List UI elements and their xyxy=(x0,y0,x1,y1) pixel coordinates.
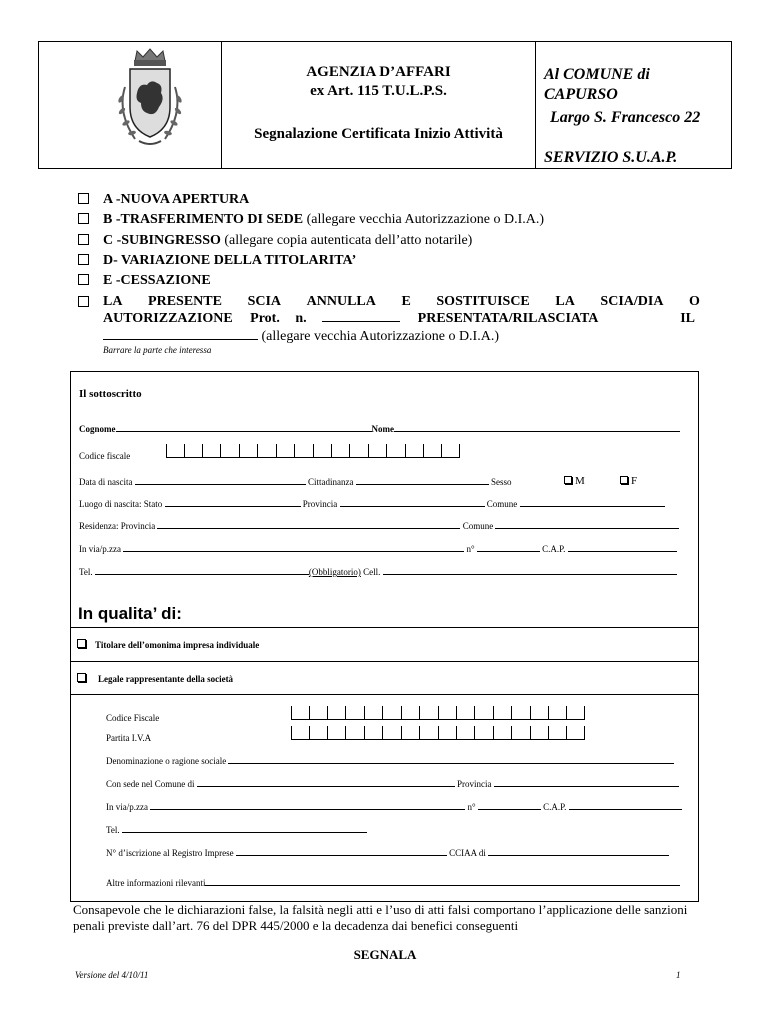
option-b[interactable]: B -TRASFERIMENTO DI SEDE (allegare vecchia Autorizzazione o D.I.A.) xyxy=(78,210,700,230)
cittadinanza-input[interactable] xyxy=(356,484,489,485)
title-cell xyxy=(222,42,536,168)
company-cap-input[interactable] xyxy=(569,809,682,810)
titolare-checkbox[interactable] xyxy=(77,639,86,648)
doc-title-line2: ex Art. 115 T.U.L.P.S. xyxy=(310,83,447,99)
option-f-line1: LA PRESENTE SCIA ANNULLA E SOSTITUISCE LA SCIA/DIA O xyxy=(103,294,700,309)
legale-option[interactable]: Legale rappresentante della società xyxy=(77,673,233,684)
nascita-row: Data di nascita Cittadinanza Sesso xyxy=(79,477,512,487)
segnala-heading: SEGNALA xyxy=(353,947,417,962)
option-d[interactable]: D- VARIAZIONE DELLA TITOLARITA’ xyxy=(78,251,700,271)
checkbox-e[interactable] xyxy=(78,274,89,285)
recipient-cell xyxy=(536,42,731,168)
luogo-nascita-row: Luogo di nascita: Stato Provincia Comune xyxy=(79,499,665,509)
recipient-address: Largo S. Francesco 22 xyxy=(550,109,701,126)
tel-row: Tel. (Obbligatorio) Cell. xyxy=(79,567,677,577)
sesso-m-checkbox[interactable] xyxy=(564,476,572,484)
qualita-heading: In qualita’ di: xyxy=(78,604,182,623)
page-number: 1 xyxy=(676,970,681,980)
prot-number-field[interactable] xyxy=(322,321,400,322)
date-field[interactable] xyxy=(103,339,258,340)
titolare-option[interactable]: Titolare dell’omonima impresa individuale xyxy=(77,639,259,650)
altre-row: Altre informazioni rilevanti xyxy=(106,878,680,888)
separator-1 xyxy=(71,627,698,628)
option-a[interactable]: A -NUOVA APERTURA xyxy=(78,190,700,210)
separator-3 xyxy=(71,694,698,695)
residenza-provincia-input[interactable] xyxy=(157,528,460,529)
company-cf-label: Codice Fiscale xyxy=(106,713,160,723)
denominazione-row: Denominazione o ragione sociale xyxy=(106,756,674,766)
codice-fiscale-grid[interactable] xyxy=(166,444,460,458)
registro-input[interactable] xyxy=(236,855,447,856)
cciaa-input[interactable] xyxy=(488,855,669,856)
provincia-nascita-input[interactable] xyxy=(340,506,485,507)
denominazione-input[interactable] xyxy=(228,763,674,764)
comune-nascita-input[interactable] xyxy=(520,506,665,507)
nome-input[interactable] xyxy=(394,431,680,432)
option-e[interactable]: E -CESSAZIONE xyxy=(78,271,700,291)
checkbox-a[interactable] xyxy=(78,193,89,204)
company-tel-row: Tel. xyxy=(106,825,367,835)
checkbox-f[interactable] xyxy=(78,296,89,307)
sede-row: Con sede nel Comune di Provincia xyxy=(106,779,679,789)
instruction-note: Barrare la parte che interessa xyxy=(103,345,212,355)
company-cf-grid[interactable] xyxy=(291,706,585,720)
checkbox-c[interactable] xyxy=(78,234,89,245)
municipal-coat-of-arms-icon xyxy=(105,47,195,157)
section-title: Il sottoscritto xyxy=(79,388,142,400)
codice-fiscale-label: Codice fiscale xyxy=(79,451,131,461)
form-box xyxy=(70,371,699,902)
service-name: SERVIZIO S.U.A.P. xyxy=(544,149,678,166)
company-via-input[interactable] xyxy=(150,809,465,810)
sede-provincia-input[interactable] xyxy=(494,786,679,787)
stato-input[interactable] xyxy=(165,506,301,507)
numero-input[interactable] xyxy=(477,551,540,552)
via-input[interactable] xyxy=(123,551,464,552)
header-table xyxy=(38,41,732,169)
residenza-comune-input[interactable] xyxy=(495,528,679,529)
partita-iva-grid[interactable] xyxy=(291,726,585,740)
tel-input[interactable] xyxy=(95,574,309,575)
legale-checkbox[interactable] xyxy=(77,673,86,682)
via-row: In via/p.zza n° C.A.P. xyxy=(79,544,677,554)
cap-input[interactable] xyxy=(568,551,677,552)
separator-2 xyxy=(71,661,698,662)
cognome-input[interactable] xyxy=(116,431,372,432)
sede-comune-input[interactable] xyxy=(197,786,455,787)
data-nascita-input[interactable] xyxy=(135,484,306,485)
declaration-text: Consapevole che le dichiarazioni false, la falsità negli atti e l’uso di atti falsi comportano l’applicazione delle sanzioni penali previste dall’art. 76 del DPR 445/2000 e la decadenza dai benefici conseguenti xyxy=(73,902,688,933)
checkbox-b[interactable] xyxy=(78,213,89,224)
recipient-line2: CAPURSO xyxy=(544,86,618,103)
sesso-m[interactable]: M xyxy=(564,475,585,487)
cell-input[interactable] xyxy=(383,574,677,575)
company-tel-input[interactable] xyxy=(122,832,367,833)
option-c[interactable]: C -SUBINGRESSO (allegare copia autenticata dell’atto notarile) xyxy=(78,231,700,251)
doc-subtitle: Segnalazione Certificata Inizio Attività xyxy=(254,126,503,142)
doc-title-line1: AGENZIA D’AFFARI xyxy=(306,64,451,80)
residenza-row: Residenza: Provincia Comune xyxy=(79,521,679,531)
altre-input[interactable] xyxy=(205,885,680,886)
company-numero-input[interactable] xyxy=(478,809,541,810)
company-via-row: In via/p.zza n° C.A.P. xyxy=(106,802,682,812)
version-footer: Versione del 4/10/11 xyxy=(75,970,149,980)
logo-cell xyxy=(39,42,222,168)
registro-row: N° d’iscrizione al Registro Imprese CCIAA di xyxy=(106,848,669,858)
partita-iva-label: Partita I.V.A xyxy=(106,733,152,743)
cognome-row: Cognome Nome xyxy=(79,424,680,434)
checkbox-d[interactable] xyxy=(78,254,89,265)
recipient-line1: Al COMUNE di xyxy=(544,66,650,83)
option-f-line3: (allegare vecchia Autorizzazione o D.I.A.) xyxy=(103,328,499,346)
option-f-line2: AUTORIZZAZIONE Prot. n. PRESENTATA/RILASCIATA IL xyxy=(103,311,695,326)
sesso-f-checkbox[interactable] xyxy=(620,476,628,484)
sesso-f[interactable]: F xyxy=(620,475,637,487)
